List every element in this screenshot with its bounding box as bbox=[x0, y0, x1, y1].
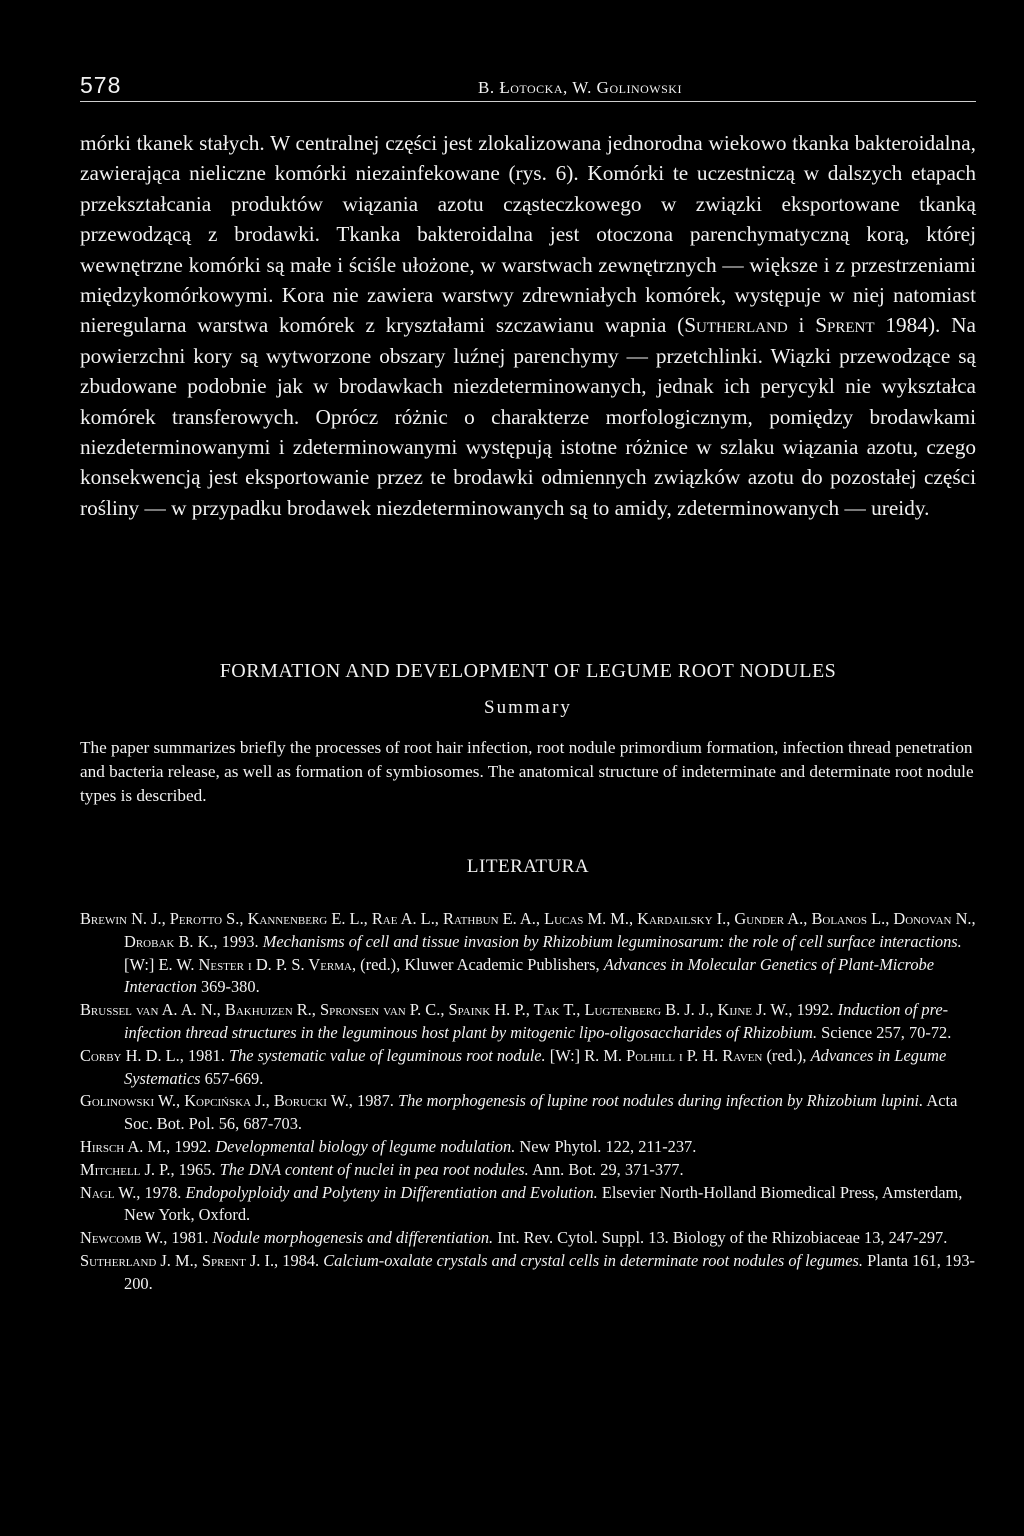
reference-title: The morphogenesis of lupine root nodules during infection by Rhizobium lupini. bbox=[397, 1091, 924, 1111]
citation-year: 1984 bbox=[874, 313, 928, 338]
summary-subtitle: Summary bbox=[484, 697, 572, 718]
reference-authors: Mitchell J. P., bbox=[80, 1159, 175, 1179]
reference-item bbox=[80, 1250, 976, 1296]
reference-year: 1981. bbox=[183, 1045, 229, 1065]
citation-and: i bbox=[787, 313, 816, 338]
reference-book: Advances in Molecular Genetics of Plant-Microbe Interaction bbox=[124, 954, 934, 997]
body-text-part-2: ). Na powierzchni kory są wytworzone obszary luźnej parenchymy — przetchlinki. Wiązki przewodzące są zbudowane podobnie jak w brodawkach niezdeterminowanych, jednak ich perycykl nie wykształca komórek transferowych. Oprócz różnic o charakterze morfologicznym, pomiędzy brodawkami niezdeterminowanymi i zdeterminowanymi występują istotne różnice w szlaku wiązania azotu, czego konsekwencją jest eksportowanie przez te brodawki odmiennych związków azotu do pozostałej części rośliny — w przypadku brodawek niezdeterminowanych są to amidy, zdeterminowanych — ureidy. bbox=[80, 313, 976, 520]
reference-title: Nodule morphogenesis and differentiation. bbox=[212, 1228, 494, 1248]
reference-authors: Brewin N. J., Perotto S., Kannenberg E. L., Rae A. L., Rathbun E. A., Lucas M. M., Kardailsky I., Gunder A., Bolanos L., Donovan N., Drobak B. K., bbox=[80, 909, 976, 951]
reference-publisher: (red.), bbox=[762, 1045, 811, 1065]
reference-year: 1992. bbox=[170, 1136, 216, 1156]
reference-publisher: , (red.), Kluwer Academic Publishers, bbox=[351, 954, 604, 974]
reference-year: 1981. bbox=[167, 1228, 213, 1248]
reference-year: 1993. bbox=[217, 931, 263, 951]
reference-source: Int. Rev. Cytol. Suppl. 13. Biology of the Rhizobiaceae 13, 247-297. bbox=[493, 1228, 948, 1248]
reference-authors: Corby H. D. L., bbox=[80, 1045, 184, 1065]
reference-source: Ann. Bot. 29, 371-377. bbox=[528, 1159, 684, 1179]
page-number: 578 bbox=[80, 72, 122, 98]
reference-item bbox=[80, 1182, 976, 1228]
reference-item bbox=[80, 1227, 976, 1250]
summary-header bbox=[80, 660, 976, 719]
citation-author-2: Sprent bbox=[815, 313, 875, 338]
reference-title: Endopolyploidy and Polyteny in Differentiation and Evolution. bbox=[185, 1182, 598, 1202]
reference-year: 1984. bbox=[278, 1250, 324, 1270]
reference-authors: Newcomb W., bbox=[80, 1228, 168, 1248]
reference-year: 1987. bbox=[352, 1091, 398, 1111]
reference-year: 1992. bbox=[792, 1000, 838, 1020]
reference-source: Science 257, 70-72. bbox=[817, 1022, 952, 1042]
header-rule bbox=[80, 101, 976, 102]
reference-source: [W:] bbox=[124, 954, 159, 974]
summary-text: The paper summarizes briefly the processes of root hair infection, root nodule primordium formation, infection thread penetration and bacteria release, as well as formation of symbiosomes. The anatomical structure of indeterminate and determinate root nodule types is described. bbox=[80, 738, 974, 805]
reference-editors: E. W. Nester i D. P. S. Verma bbox=[158, 954, 352, 974]
reference-authors: Hirsch A. M., bbox=[80, 1136, 171, 1156]
reference-title: Induction of pre-infection thread structures in the leguminous host plant by mitogenic lipo-oligosaccharides of Rhizobium. bbox=[124, 1000, 949, 1042]
summary-title: FORMATION AND DEVELOPMENT OF LEGUME ROOT NODULES bbox=[219, 660, 837, 682]
citation-author-1: Sutherland bbox=[684, 313, 788, 338]
reference-source: [W:] bbox=[545, 1045, 585, 1065]
reference-source: Elsevier North-Holland Biomedical Press, Amsterdam, New York, Oxford. bbox=[124, 1182, 963, 1225]
reference-editors: R. M. Polhill i P. H. Raven bbox=[584, 1045, 763, 1065]
reference-book: Advances in Legume Systematics bbox=[124, 1045, 947, 1088]
reference-authors: Nagl W., bbox=[80, 1182, 141, 1202]
reference-pages: 369-380. bbox=[196, 977, 260, 997]
reference-year: 1978. bbox=[140, 1182, 186, 1202]
reference-year: 1965. bbox=[174, 1159, 220, 1179]
reference-authors: Sutherland J. M., Sprent J. I., bbox=[80, 1250, 279, 1270]
reference-title: The DNA content of nuclei in pea root nodules. bbox=[219, 1159, 529, 1179]
reference-item bbox=[80, 1090, 976, 1136]
body-paragraph bbox=[80, 128, 976, 523]
reference-title: The systematic value of leguminous root nodule. bbox=[228, 1045, 546, 1065]
reference-item bbox=[80, 1045, 976, 1091]
reference-source: Planta 161, 193-200. bbox=[124, 1250, 975, 1293]
reference-authors: Brussel van A. A. N., Bakhuizen R., Spronsen van P. C., Spaink H. P., Tak T., Lugtenberg B. J. J., Kijne J. W., bbox=[80, 1000, 793, 1020]
reference-source: Acta Soc. Bot. Pol. 56, 687-703. bbox=[124, 1091, 958, 1134]
literature-heading: LITERATURA bbox=[466, 856, 590, 877]
reference-title: Calcium-oxalate crystals and crystal cells in determinate root nodules of legumes. bbox=[323, 1250, 863, 1270]
reference-authors: Golinowski W., Kopcińska J., Borucki W., bbox=[80, 1091, 353, 1111]
reference-item bbox=[80, 908, 976, 999]
running-head-authors: B. Łotocka, W. Golinowski bbox=[478, 78, 682, 97]
body-text-part-1: mórki tkanek stałych. W centralnej części jest zlokalizowana jednorodna wiekowo tkanka bakteroidalna, zawierająca nieliczne komórki niezainfekowane (rys. 6). Komórki te uczestniczą w dalszych etapach przekształcania produktów wiązania azotu cząsteczkowego w związki eksportowane tkanką przewodzącą z brodawki. Tkanka bakteroidalna jest otoczona parenchymatyczną korą, której wewnętrzne komórki są małe i ściśle ułożone, w warstwach zewnętrznych — większe i z przestrzeniami międzykomórkowymi. Kora nie zawiera warstwy zdrewniałych komórek, występuje w niej natomiast nieregularna warstwa komórek z kryształami szczawianu wapnia ( bbox=[80, 131, 976, 338]
reference-title: Mechanisms of cell and tissue invasion by Rhizobium leguminosarum: the role of cell surface interactions. bbox=[262, 931, 962, 951]
reference-item bbox=[80, 1136, 976, 1159]
reference-item bbox=[80, 1159, 976, 1182]
reference-source: New Phytol. 122, 211-237. bbox=[515, 1136, 697, 1156]
reference-pages: 657-669. bbox=[200, 1068, 264, 1088]
reference-item bbox=[80, 999, 976, 1045]
page bbox=[80, 0, 976, 1536]
reference-title: Developmental biology of legume nodulation. bbox=[215, 1136, 516, 1156]
reference-list bbox=[80, 908, 976, 1296]
